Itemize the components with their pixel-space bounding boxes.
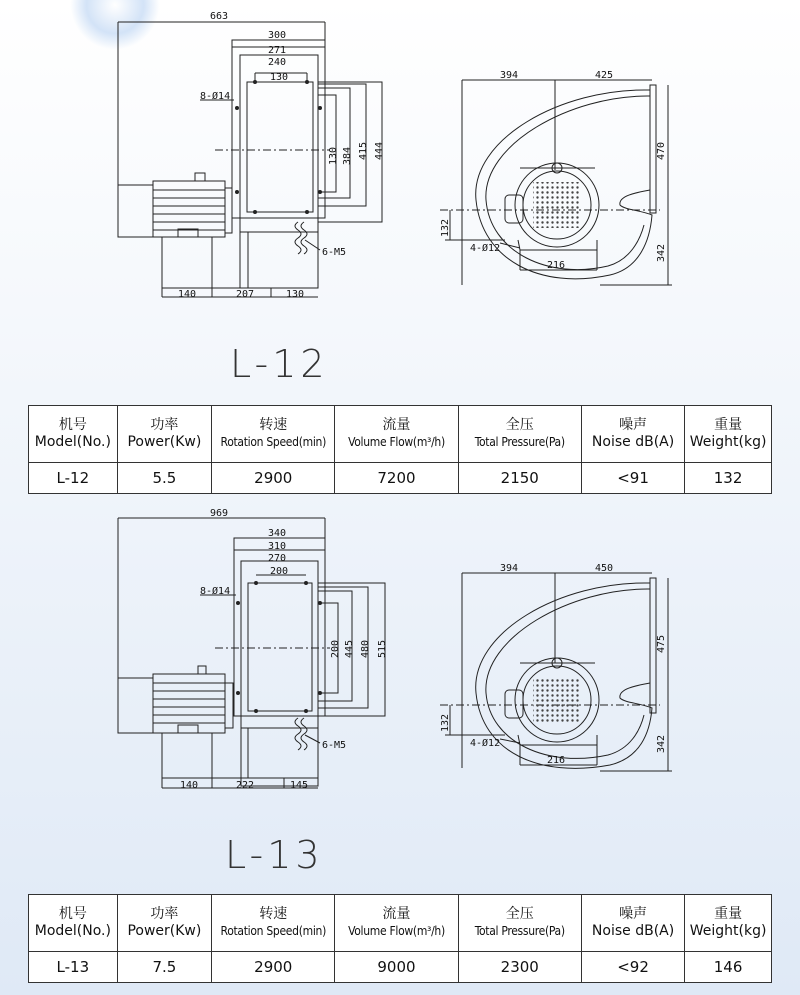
dim-side-holes: 4-Ø12	[470, 243, 501, 254]
dim-front-holes: 8-Ø14	[200, 586, 231, 597]
dim-side-h132: 132	[440, 218, 451, 237]
unit-2-drawing	[0, 503, 800, 793]
cell-power: 7.5	[117, 952, 211, 983]
dim-side-d450: 450	[595, 563, 614, 574]
header-weight: 重量 Weight(kg)	[685, 406, 772, 463]
header-model: 机号 Model(No.)	[29, 406, 118, 463]
header-noise: 噪声 Noise dB(A)	[581, 406, 684, 463]
dim-side-h342: 342	[656, 243, 667, 262]
dim-front-b140: 140	[180, 780, 199, 791]
header-power: 功率 Power(Kw)	[117, 895, 211, 952]
header-speed: 转速 Rotation Speed(min)	[212, 895, 335, 952]
dim-side-base: 216	[547, 260, 566, 271]
dim-side-h342: 342	[656, 734, 667, 753]
dim-front-h200: 200	[330, 639, 341, 658]
dim-side-d394: 394	[500, 70, 519, 81]
dim-front-w270: 270	[268, 553, 287, 564]
dim-front-b140: 140	[178, 289, 197, 300]
cell-pressure: 2300	[458, 952, 581, 983]
model-title-2: L-13	[225, 833, 324, 877]
cell-weight: 132	[685, 463, 772, 494]
dim-front-h480: 480	[360, 639, 371, 658]
table-header-row	[29, 895, 772, 952]
dim-front-h444: 444	[374, 141, 385, 160]
dim-front-w271: 271	[268, 45, 287, 56]
dim-front-h384: 384	[342, 146, 353, 165]
cell-noise: <92	[581, 952, 684, 983]
dim-front-h445: 445	[344, 639, 355, 658]
table-row	[29, 463, 772, 494]
table-header-row	[29, 406, 772, 463]
dim-front-b222: 222	[236, 780, 255, 791]
dim-front-w310: 310	[268, 541, 287, 552]
cell-speed: 2900	[212, 952, 335, 983]
dim-front-screws: 6-M5	[322, 247, 347, 258]
dim-front-b207: 207	[236, 289, 255, 300]
cell-flow: 9000	[335, 952, 458, 983]
header-speed: 转速 Rotation Speed(min)	[212, 406, 335, 463]
dim-front-total: 969	[210, 508, 229, 519]
dim-side-h132: 132	[440, 713, 451, 732]
dim-front-b145: 145	[290, 780, 309, 791]
dim-side-h475: 475	[656, 634, 667, 653]
cell-flow: 7200	[335, 463, 458, 494]
cell-speed: 2900	[212, 463, 335, 494]
dim-front-total: 663	[210, 11, 229, 22]
unit-1-drawing	[0, 0, 800, 330]
header-pressure: 全压 Total Pressure(Pa)	[458, 895, 581, 952]
header-flow: 流量 Volume Flow(m³/h)	[335, 895, 458, 952]
cell-noise: <91	[581, 463, 684, 494]
table-row	[29, 952, 772, 983]
dim-side-h470: 470	[656, 141, 667, 160]
header-pressure: 全压 Total Pressure(Pa)	[458, 406, 581, 463]
dim-side-d394: 394	[500, 563, 519, 574]
cell-model: L-13	[29, 952, 118, 983]
model-title-1: L-12	[230, 342, 329, 386]
header-weight: 重量 Weight(kg)	[685, 895, 772, 952]
cell-model: L-12	[29, 463, 118, 494]
dim-side-holes: 4-Ø12	[470, 738, 501, 749]
dim-front-b130: 130	[286, 289, 305, 300]
dim-front-screws: 6-M5	[322, 740, 347, 751]
dim-front-w240: 240	[268, 57, 287, 68]
header-model: 机号 Model(No.)	[29, 895, 118, 952]
dim-front-h515: 515	[377, 639, 388, 658]
dim-front-w130: 130	[270, 72, 289, 83]
dim-front-w300: 300	[268, 30, 287, 41]
dim-side-d425: 425	[595, 70, 614, 81]
cell-pressure: 2150	[458, 463, 581, 494]
cell-weight: 146	[685, 952, 772, 983]
header-noise: 噪声 Noise dB(A)	[581, 895, 684, 952]
header-power: 功率 Power(Kw)	[117, 406, 211, 463]
header-flow: 流量 Volume Flow(m³/h)	[335, 406, 458, 463]
spec-table-1	[28, 405, 772, 494]
dim-side-base: 216	[547, 755, 566, 766]
cell-power: 5.5	[117, 463, 211, 494]
spec-table-2	[28, 894, 772, 983]
dim-front-w340: 340	[268, 528, 287, 539]
dim-front-h415: 415	[358, 141, 369, 160]
dim-front-holes: 8-Ø14	[200, 91, 231, 102]
dim-front-w200: 200	[270, 566, 289, 577]
dim-front-h130: 130	[328, 146, 339, 165]
